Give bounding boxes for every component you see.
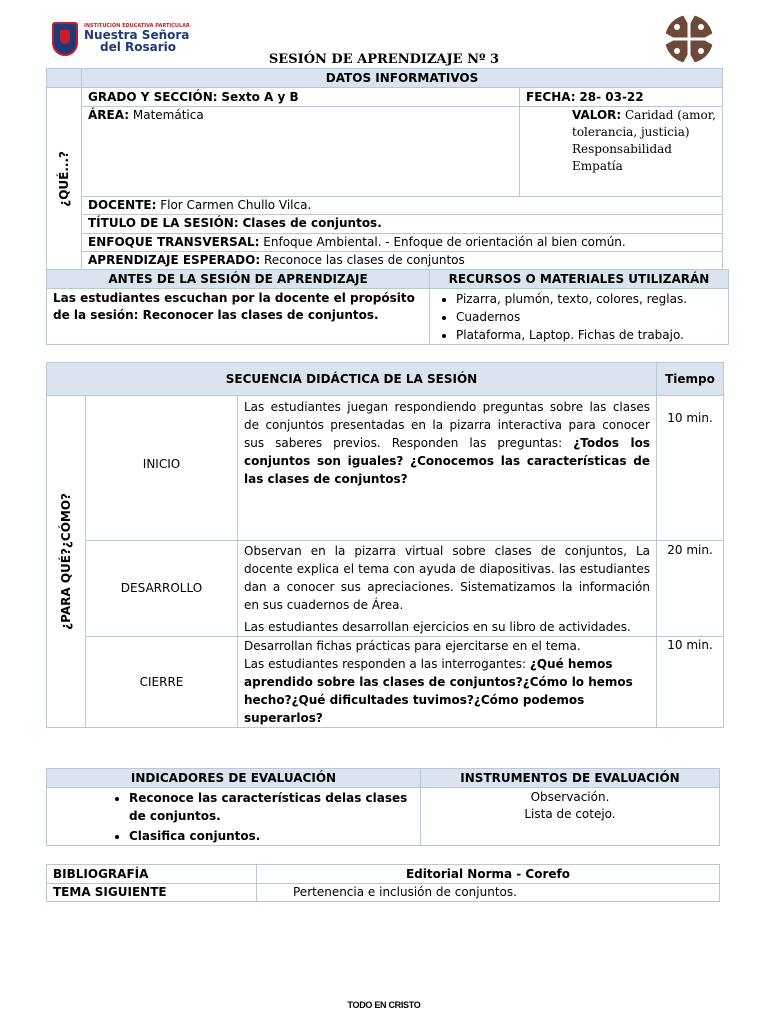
antes-recursos-table [46, 269, 729, 345]
recursos-cell [430, 289, 729, 345]
shield-icon [52, 22, 78, 56]
logo-name-line1: Nuestra Señora [84, 28, 190, 42]
inicio-label: INICIO [86, 396, 238, 541]
indicadores-header: INDICADORES DE EVALUACIÓN [47, 769, 421, 788]
inicio-text-cell: Las estudiantes juegan respondiendo preguntas sobre las clases de conjuntos presentadas en la pizarra interactiva para conocer sus saberes previos. Responden las preguntas: ¿Todos los conjuntos son iguales? ¿Conocemos las características de las clases de conjuntos? [238, 396, 657, 541]
secuencia-header: SECUENCIA DIDÁCTICA DE LA SESIÓN [47, 363, 657, 396]
empty-corner [47, 69, 82, 88]
que-side-cell [47, 88, 82, 270]
aprendizaje-cell: APRENDIZAJE ESPERADO: Reconoce las clases de conjuntos [82, 251, 723, 269]
bibliografia-table [46, 864, 720, 902]
para-que-side-cell [47, 396, 86, 728]
evaluacion-table [46, 768, 720, 846]
logo-small-text: INSTITUCIÓN EDUCATIVA PARTICULAR [84, 23, 190, 29]
desarrollo-label: DESARROLLO [86, 541, 238, 637]
tiempo-header: Tiempo [657, 363, 724, 396]
instrumentos-cell: Observación. Lista de cotejo. [421, 788, 720, 846]
para-que-side-label: ¿PARA QUÉ?¿CÓMO? [58, 493, 73, 630]
instrumentos-header: INSTRUMENTOS DE EVALUACIÓN [421, 769, 720, 788]
tema-siguiente-value: Pertenencia e inclusión de conjuntos. [257, 884, 720, 902]
recurso-item: • Cuadernos [456, 308, 724, 326]
recurso-item: • Pizarra, plumón, texto, colores, reglas. [456, 290, 724, 308]
desarrollo-time: 20 min. [657, 541, 724, 637]
bibliografia-label: BIBLIOGRAFÍA [47, 865, 257, 884]
bibliografia-value: Editorial Norma - Corefo [257, 865, 720, 884]
indicadores-cell [47, 788, 421, 846]
area-cell: ÁREA: Matemática [82, 107, 520, 197]
tema-siguiente-label: TEMA SIGUIENTE [47, 884, 257, 902]
cierre-time: 10 min. [657, 637, 724, 728]
datos-informativos-table [46, 68, 723, 270]
que-side-label: ¿QUÉ...? [56, 150, 71, 207]
enfoque-cell: ENFOQUE TRANSVERSAL: Enfoque Ambiental. - Enfoque de orientación al bien común. [82, 233, 723, 251]
titulo-cell: TÍTULO DE LA SESIÓN: Clases de conjuntos. [82, 215, 723, 233]
datos-header: DATOS INFORMATIVOS [82, 69, 723, 88]
antes-text: Las estudiantes escuchan por la docente el propósito de la sesión: Reconocer las clases de conjuntos. [47, 289, 430, 345]
indicador-item: • Reconoce las características delas clases de conjuntos. [129, 789, 416, 825]
footer-motto: TODO EN CRISTO [347, 1000, 421, 1010]
antes-header: ANTES DE LA SESIÓN DE APRENDIZAJE [47, 270, 430, 289]
recursos-header: RECURSOS O MATERIALES UTILIZARÁN [430, 270, 729, 289]
grado-cell: GRADO Y SECCIÓN: Sexto A y B [82, 88, 520, 107]
page-title: SESIÓN DE APRENDIZAJE Nº 3 [268, 52, 500, 67]
inicio-time: 10 min. [657, 396, 724, 541]
valor-cell: VALOR: Caridad (amor, tolerancia, justicia) Responsabilidad Empatía [520, 107, 723, 197]
secuencia-table [46, 362, 724, 728]
fecha-cell: FECHA: 28- 03-22 [520, 88, 723, 107]
docente-cell: DOCENTE: Flor Carmen Chullo Vilca. [82, 197, 723, 215]
cierre-text-cell: Desarrollan fichas prácticas para ejercitarse en el tema. Las estudiantes responden a las interrogantes: ¿Qué hemos aprendido sobre las clases de conjuntos?¿Cómo lo hemos hecho?¿Qué dificultades tuvimos?¿Cómo podemos superarlos? [238, 637, 657, 728]
recurso-item: • Plataforma, Laptop. Fichas de trabajo. [456, 326, 724, 344]
indicador-item: • Clasifica conjuntos. [129, 827, 416, 845]
logo-name-line2: del Rosario [100, 40, 177, 54]
desarrollo-text-cell: Observan en la pizarra virtual sobre clases de conjuntos, La docente explica el tema con ayuda de diapositivas. las estudiantes dan a conocer sus apreciaciones. Sistematizamos la información en sus cuadernos de Área. Las estudiantes desarrollan ejercicios en su libro de actividades. [238, 541, 657, 637]
cierre-label: CIERRE [86, 637, 238, 728]
